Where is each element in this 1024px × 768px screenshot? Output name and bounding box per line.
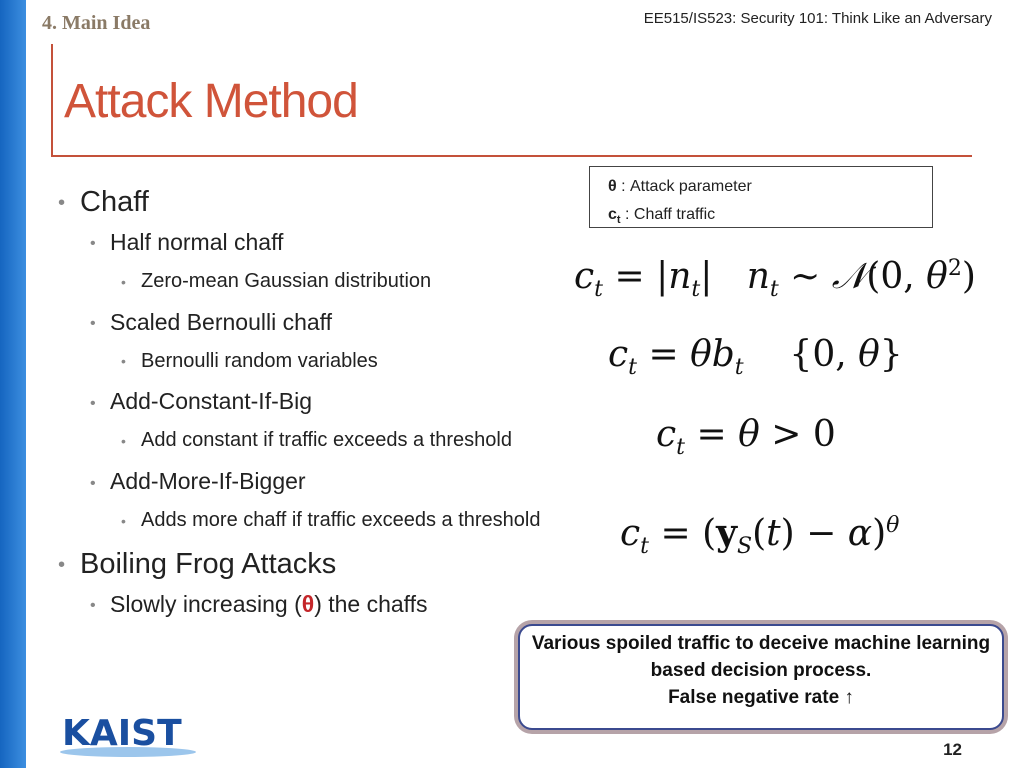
page-number: 12 (943, 740, 962, 759)
bullet-add-constant-detail: • Add constant if traffic exceeds a threshold (121, 425, 558, 456)
equation-add-more: $c_t = (y_S(t) - \alpha)^\theta$ (620, 512, 900, 560)
bullet-scaled-bernoulli: • Scaled Bernoulli chaff (90, 308, 333, 335)
slide-title: Attack Method (64, 75, 358, 128)
bullet-dot-icon: • (90, 234, 96, 253)
bullet-chaff: • Chaff (58, 186, 149, 218)
bullet-dot-icon: • (121, 353, 126, 370)
equation-add-constant: $c_t = \theta > 0$ (656, 414, 836, 461)
title-vertical-rule (51, 44, 53, 156)
bullet-dot-icon: • (90, 473, 96, 492)
equation-scaled-bernoulli: $c_t = \theta b_t$ {0, θ} (608, 334, 903, 381)
kaist-logo (58, 712, 198, 758)
legend-theta-row: θ : Attack parameter (608, 178, 752, 195)
bullet-dot-icon: • (121, 512, 126, 529)
section-label: 4. Main Idea (42, 12, 151, 34)
bullet-boiling-frog: • Boiling Frog Attacks (58, 547, 337, 580)
bullet-dot-icon: • (58, 191, 66, 214)
left-accent-bar (0, 0, 26, 768)
bullet-dot-icon: • (90, 314, 96, 333)
bullet-dot-icon: • (121, 433, 126, 450)
bullet-scaled-bernoulli-detail: • Bernoulli random variables (121, 346, 558, 377)
legend-c-row: $c_t$ : Chaff traffic (608, 206, 716, 227)
svg-text:KAIST: KAIST (62, 713, 182, 754)
bullet-list (58, 186, 558, 628)
bullet-half-normal-detail: • Zero-mean Gaussian distribution (121, 266, 558, 297)
course-title: EE515/IS523: Security 101: Think Like an Adversary (643, 10, 992, 27)
bullet-dot-icon: • (90, 596, 96, 615)
callout-note: Various spoiled traffic to deceive machine learning based decision process. False negative rate ↑ (518, 624, 1004, 730)
title-horizontal-rule (51, 155, 972, 157)
bullet-add-more: • Add-More-If-Bigger (90, 468, 306, 495)
bullet-dot-icon: • (90, 393, 96, 412)
bullet-add-constant: • Add-Constant-If-Big (90, 388, 312, 415)
bullet-dot-icon: • (58, 553, 66, 576)
bullet-half-normal: • Half normal chaff (90, 229, 284, 255)
bullet-dot-icon: • (121, 273, 126, 290)
bullet-add-more-detail: • Adds more chaff if traffic exceeds a threshold (121, 505, 558, 536)
bullet-slowly-increasing: • Slowly increasing (θ) the chaffs (90, 590, 428, 617)
theta-symbol: θ (301, 590, 315, 617)
symbol-legend (589, 166, 933, 228)
equation-half-normal: $c_t = |n_t|$ $n_t$ ∼ 𝒩(0, $\theta^2$) (574, 256, 976, 303)
